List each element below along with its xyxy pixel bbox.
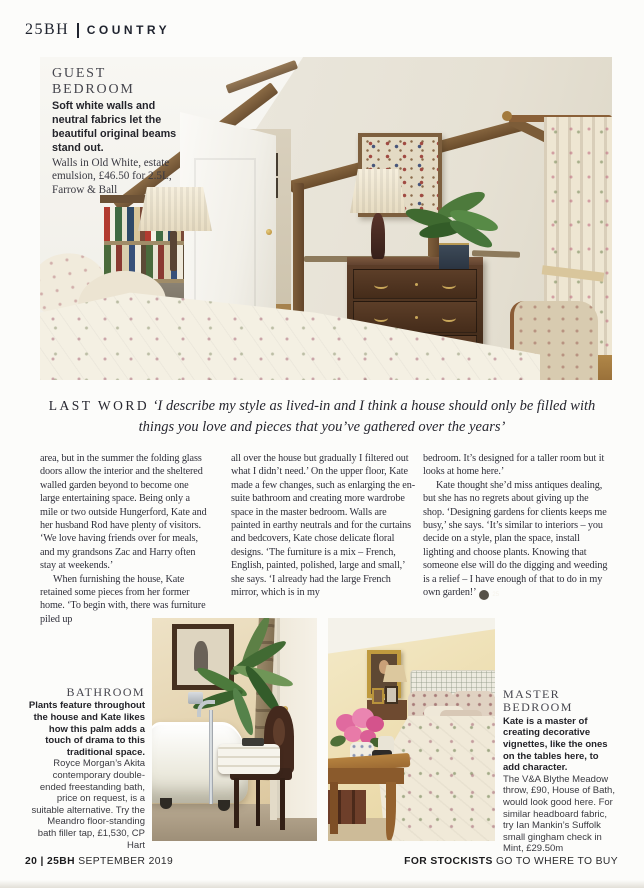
small-picture-frame <box>372 688 384 704</box>
pull-quote <box>48 396 596 437</box>
timber-beam <box>293 183 304 313</box>
soap-dish <box>242 738 264 746</box>
table-leg <box>330 782 338 834</box>
drawer-pull <box>442 281 456 289</box>
chest-lamp-shade <box>350 169 406 213</box>
end-mark-icon: 25 <box>479 590 489 600</box>
stockists-footer <box>404 856 618 867</box>
door-knob <box>266 229 272 235</box>
master-caption-heading <box>503 688 615 715</box>
keyhole <box>415 316 418 319</box>
bathroom-caption <box>28 686 145 851</box>
master-bedroom-photo <box>328 618 495 841</box>
chest-lamp-base <box>371 213 385 259</box>
bath-foot <box>160 798 172 809</box>
hero-caption <box>52 66 194 198</box>
master-caption-detail-text: The V&A Blythe Meadow throw, £90, House of Bath, would look good here. For similar headboard fabric, try Ian Mankin’s Suffolk small gingham check in Mint, £29.50m <box>503 773 615 855</box>
pull-quote-label: LAST WORD <box>48 398 150 413</box>
page-number-footer <box>25 856 173 867</box>
bedside-lamp-shade <box>383 665 407 682</box>
bath-foot <box>218 800 230 811</box>
potted-plant <box>405 197 505 269</box>
drawer <box>353 269 477 299</box>
guest-bedroom-photo <box>40 57 612 380</box>
drawer-pull <box>442 314 456 322</box>
master-bedroom-caption <box>503 688 615 855</box>
issue-date: SEPTEMBER 2019 <box>74 856 174 867</box>
tap-spout <box>197 700 215 717</box>
article-paragraph: When furnishing the house, Kate retained some pieces from her former home. ‘To begin with, there was furniture piled up <box>40 573 206 625</box>
keyhole <box>415 283 418 286</box>
stockists-text: GO TO WHERE TO BUY <box>492 856 618 867</box>
master-caption-heading-line1: MASTER <box>503 687 561 701</box>
table-lamp-stem <box>170 231 177 271</box>
masthead <box>25 21 170 39</box>
bathroom-caption-bold-text: Plants feature throughout the house and Kate likes how this palm adds a touch of drama to this traditional space. <box>28 700 145 758</box>
page-number: 20 | 25BH <box>25 856 75 867</box>
article-column-1 <box>40 452 210 626</box>
pull-quote-text: ‘I describe my style as lived-in and I think a house should only be filled with things you love and pieces that you’ve gathered over the years’ <box>138 398 596 435</box>
drawer-pull <box>374 314 388 322</box>
stockists-label: FOR STOCKISTS <box>404 856 493 867</box>
article-paragraph: bedroom. It’s designed for a taller room but it looks at home here.’ <box>423 453 605 478</box>
master-caption-heading-line2: BEDROOM <box>503 700 573 715</box>
article-paragraph: all over the house but gradually I filtered out what I didn’t need.’ On the upper floor, Kate made a few changes, such as enlarging the en-suite bathroom and creating more wardrobe space in the master bedroom. Walls are painted in earthy neutrals and for the curtains and bedcovers, Kate chose delicate floral designs. ‘The furniture is a mix – French, English, painted, polished, large and small,’ she says. ‘I already had the large French mirror, which is in my <box>231 453 415 599</box>
bathroom-caption-detail-text: Royce Morgan’s Akita contemporary double-ended freestanding bath, price on request, is a suitable alternative. Try the Meandro floor-standing bath filler tap, £1,530, CP Hart <box>31 758 145 851</box>
master-caption-bold-text: Kate is a master of creating decorative vignettes, like the ones on the tables here, to add character. <box>503 715 608 774</box>
article-paragraph-text: Kate thought she’d miss antiques dealing, but she has no regrets about giving up the shop. ‘Designing gardens for clients keeps me busy,’ she says. ‘It’s similar to interiors – you decide on a style, plan the space, install lighting and choose plants. Knowing that someone else will do the digging and weeding is a relief – I have enough of that to do in my own garden!’ <box>423 479 608 599</box>
curtain-finial <box>502 111 512 121</box>
hero-caption-heading-line2: BEDROOM <box>52 81 135 97</box>
drawer-pull <box>374 281 388 289</box>
towel-stack <box>218 744 280 774</box>
plant-pot <box>439 243 469 269</box>
small-picture-frame <box>385 686 398 704</box>
brand-logo: 25BH <box>25 21 70 38</box>
section-title: COUNTRY <box>86 23 171 37</box>
bathroom-photo <box>152 618 317 841</box>
article-paragraph <box>423 479 612 600</box>
chair-leg <box>256 780 260 826</box>
hero-caption-heading-line1: GUEST <box>52 66 107 81</box>
hero-caption-detail-text: Walls in Old White, estate emulsion, £46.50 for 2.5L, Farrow & Ball <box>52 156 172 197</box>
masthead-divider <box>77 23 79 38</box>
chair-leg <box>280 778 285 830</box>
hero-caption-heading <box>52 66 194 97</box>
hero-caption-bold-text: Soft white walls and neutral fabrics let the beautiful original beams stand out. <box>52 100 177 154</box>
article-column-3 <box>423 452 612 600</box>
chair-splat <box>273 718 285 746</box>
article-column-2 <box>231 452 418 599</box>
hydrangea-bloom <box>344 726 362 742</box>
page-edge-shadow <box>0 880 644 888</box>
chair-leg <box>234 778 239 828</box>
article-paragraph: area, but in the summer the folding glass doors allow the interior and the sheltered walled garden beyond to become one large entertaining space. Being only a mile or two outside Hungerford, Kate and her husband Rod have plenty of visitors. ‘We love having friends over for meals, and my grandsons Zac and Harry often stay at weekends.’ <box>40 453 207 572</box>
bathroom-caption-heading: BATHROOM <box>66 685 145 699</box>
floor-standing-tap <box>209 710 213 804</box>
